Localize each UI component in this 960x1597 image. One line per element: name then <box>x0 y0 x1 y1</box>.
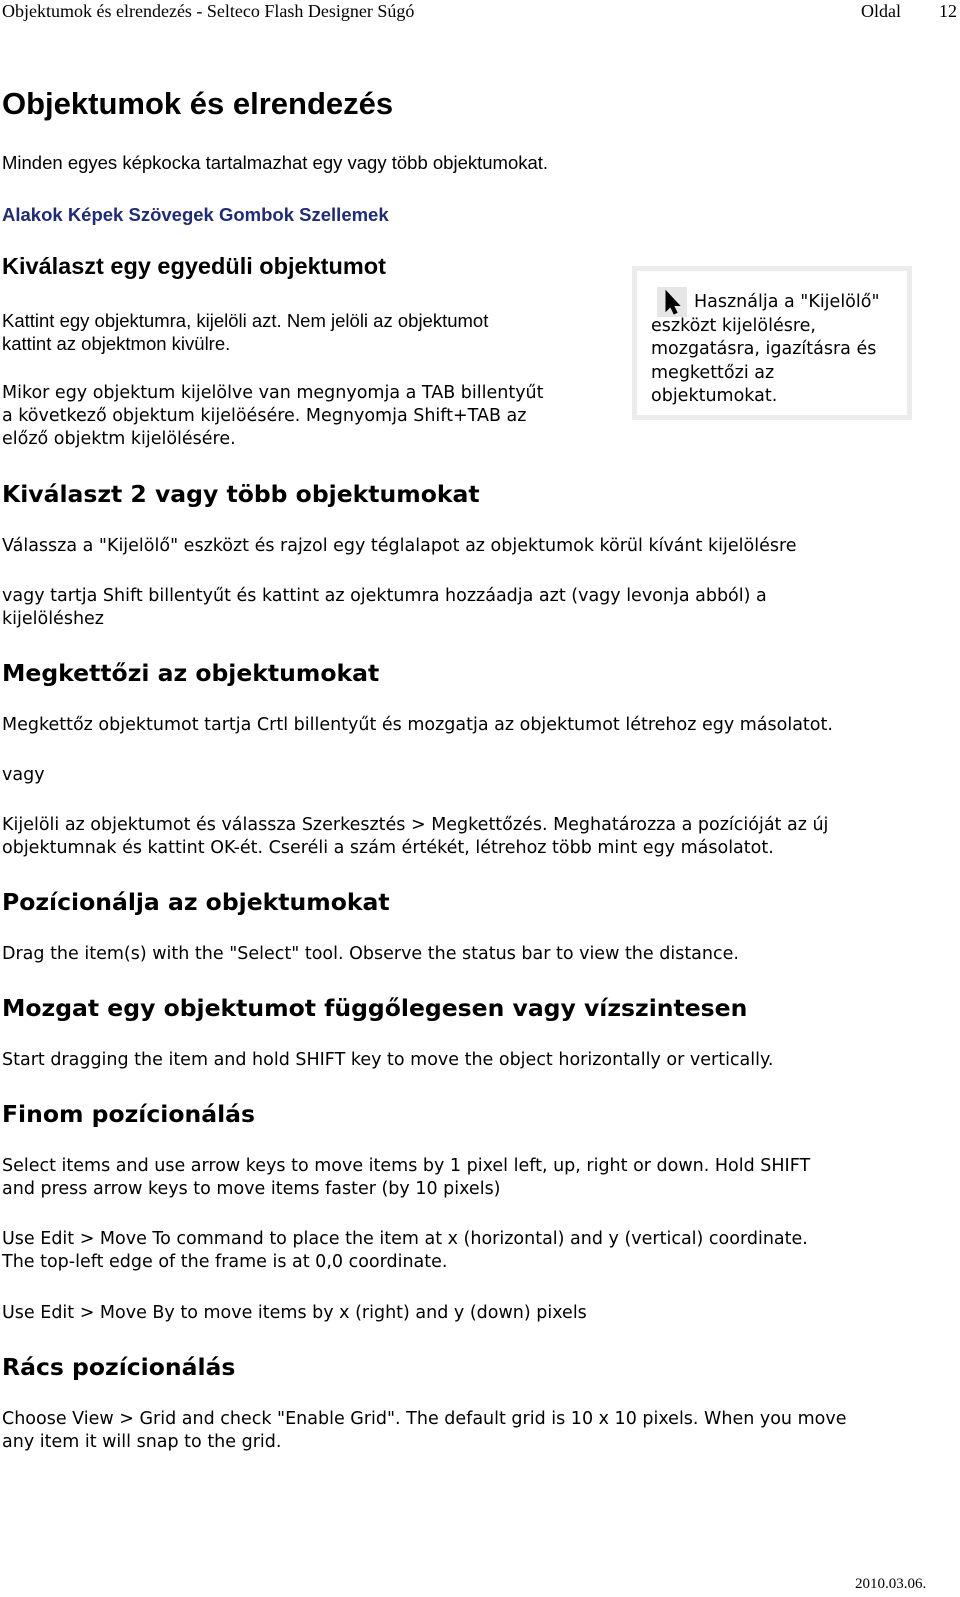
paragraph-line: and press arrow keys to move items faster (by 10 pixels) <box>2 1179 501 1199</box>
paragraph-line: Mikor egy objektum kijelölve van megnyomja a TAB billentyűt <box>2 383 544 403</box>
paragraph-line: The top-left edge of the frame is at 0,0 coordinate. <box>2 1252 448 1272</box>
paragraph-line: Megkettőz objektumot tartja Crtl billentyűt és mozgatja az objektumot létrehoz egy másolatot. <box>2 715 833 735</box>
topic-links <box>2 204 389 226</box>
paragraph-line: Kijelöli az objektumot és válassza Szerkesztés > Megkettőzés. Meghatározza a pozícióját az új <box>2 815 829 835</box>
page-label: Oldal <box>861 1 901 21</box>
paragraph-line: Drag the item(s) with the "Select" tool. Observe the status bar to view the distance. <box>2 944 739 964</box>
section-heading: Mozgat egy objektumot függőlegesen vagy vízszintesen <box>2 994 748 1022</box>
tip-box <box>632 266 912 420</box>
link-alakok[interactable]: Alakok <box>2 204 63 225</box>
paragraph-line: kattint az objektmon kivülre. <box>2 333 231 354</box>
paragraph-line: Kattint egy objektumra, kijelöli azt. Nem jelöli az objektumot <box>2 310 489 331</box>
paragraph-line: Select items and use arrow keys to move items by 1 pixel left, up, right or down. Hold SHIFT <box>2 1156 811 1176</box>
paragraph-line: Start dragging the item and hold SHIFT key to move the object horizontally or vertically. <box>2 1050 774 1070</box>
paragraph-line: Use Edit > Move To command to place the item at x (horizontal) and y (vertical) coordinate. <box>2 1229 808 1249</box>
link-szovegek[interactable]: Szövegek <box>128 204 214 225</box>
intro-text: Minden egyes képkocka tartalmazhat egy vagy több objektumokat. <box>2 152 549 173</box>
section-heading: Kiválaszt 2 vagy több objektumokat <box>2 480 480 508</box>
link-szellemek[interactable]: Szellemek <box>299 204 389 225</box>
link-kepek[interactable]: Képek <box>67 204 124 225</box>
paragraph-line: előző objektm kijelölésére. <box>2 429 236 449</box>
section-heading: Pozícionálja az objektumokat <box>2 888 390 916</box>
page-title: Objektumok és elrendezés <box>2 86 394 121</box>
paragraph-line: vagy tartja Shift billentyűt és kattint az ojektumra hozzáadja azt (vagy levonja abból) a <box>2 586 767 606</box>
paragraph-line: vagy <box>2 765 45 785</box>
paragraph-line: Válassza a "Kijelölő" eszközt és rajzol egy téglalapot az objektumok körül kívánt kijelölésre <box>2 536 797 556</box>
paragraph-line: any item it will snap to the grid. <box>2 1432 282 1452</box>
document-title: Objektumok és elrendezés - Selteco Flash Designer Súgó <box>2 1 415 21</box>
section-heading: Rács pozícionálás <box>2 1353 236 1381</box>
section-heading: Finom pozícionálás <box>2 1100 255 1128</box>
paragraph-line: a következő objektum kijelöésére. Megnyomja Shift+TAB az <box>2 406 527 426</box>
tip-text: Használja a "Kijelölő" eszközt kijelölésre, mozgatásra, igazításra és megkettőzi az objektumokat. <box>651 292 880 406</box>
paragraph-line: Use Edit > Move By to move items by x (right) and y (down) pixels <box>2 1303 587 1323</box>
page-number: 12 <box>939 1 957 21</box>
section-heading: Kiválaszt egy egyedüli objektumot <box>2 253 386 279</box>
paragraph-line: kijelöléshez <box>2 609 104 629</box>
paragraph-line: objektumnak és kattint OK-ét. Cseréli a szám értékét, létrehoz több mint egy másolatot. <box>2 838 774 858</box>
paragraph-line: Choose View > Grid and check "Enable Grid". The default grid is 10 x 10 pixels. When you move <box>2 1409 847 1429</box>
page-header <box>0 0 960 24</box>
footer-date: 2010.03.06. <box>855 1576 927 1592</box>
link-gombok[interactable]: Gombok <box>218 204 295 225</box>
section-heading: Megkettőzi az objektumokat <box>2 659 380 687</box>
